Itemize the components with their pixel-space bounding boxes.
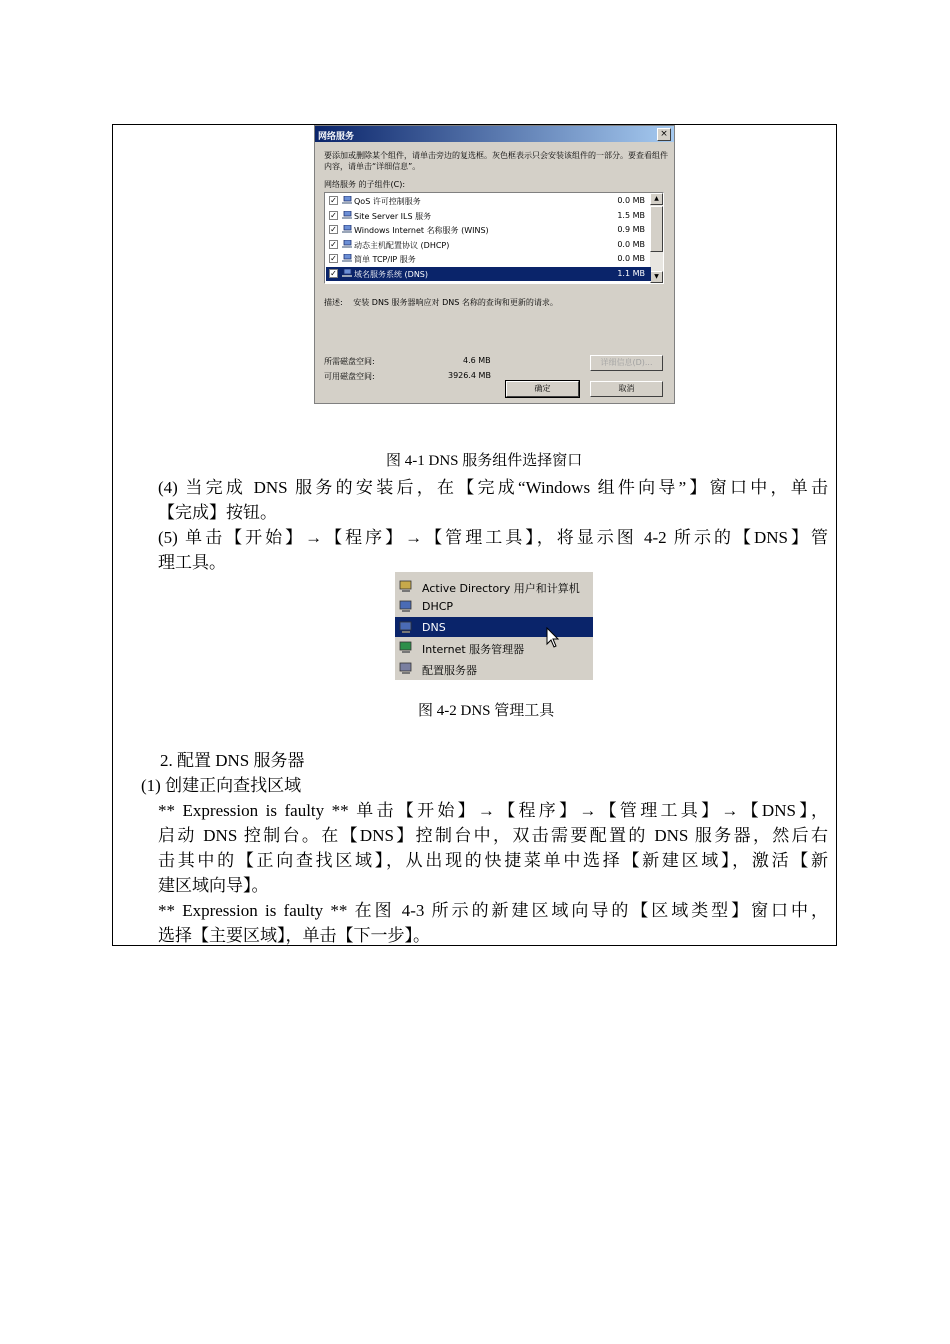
checkbox[interactable]: ✓ <box>330 225 337 235</box>
component-name: 动态主机配置协议 (DHCP) <box>354 240 450 250</box>
figure-caption-4-1: 图 4-1 DNS 服务组件选择窗口 <box>386 453 583 469</box>
description-label: 描述: <box>324 298 343 307</box>
step2-line1: ** Expression is faulty ** 在图 4-3 所示的新建区域向导的【区域类型】窗口中， <box>158 901 828 920</box>
scroll-down-icon[interactable]: ▼ <box>650 271 663 283</box>
subsection-heading: (1) 创建正向查找区域 <box>141 776 302 795</box>
component-name: Site Server ILS 服务 <box>354 211 432 221</box>
checkbox[interactable]: ✓ <box>330 269 337 278</box>
menu-item-label: DHCP <box>422 600 454 614</box>
network-component-icon <box>342 269 352 278</box>
menu-item-label: DNS <box>422 620 446 634</box>
step2-line2: 选择【主要区域】，单击【下一步】。 <box>158 926 430 945</box>
menu-item-label: Active Directory 用户和计算机 <box>422 582 580 595</box>
network-component-icon <box>342 254 352 263</box>
section-heading: 2. 配置 DNS 服务器 <box>160 751 305 770</box>
available-space-value: 3926.4 MB <box>448 371 491 380</box>
configure-server-icon <box>399 661 413 675</box>
ok-button[interactable]: 确定 <box>506 381 579 397</box>
component-size: 0.9 MB <box>617 225 645 235</box>
paragraph-4-line1: (4) 当完成 DNS 服务的安装后，在【完成“Windows 组件向导”】窗口中，单击 <box>158 478 828 497</box>
menu-item-label: Internet 服务管理器 <box>422 643 525 657</box>
checkbox[interactable]: ✓ <box>330 239 337 249</box>
component-row[interactable] <box>326 223 651 237</box>
menu-item[interactable] <box>395 596 593 616</box>
ad-users-icon <box>399 579 413 593</box>
component-name: QoS 许可控制服务 <box>354 197 421 206</box>
available-space-label: 可用磁盘空间: <box>324 372 375 381</box>
component-size: 0.0 MB <box>617 254 645 264</box>
component-row[interactable] <box>326 209 651 223</box>
network-component-icon <box>342 196 352 205</box>
dns-icon <box>399 620 413 634</box>
component-name: 简单 TCP/IP 服务 <box>354 255 416 265</box>
component-size: 0.0 MB <box>617 239 645 249</box>
components-list[interactable] <box>324 192 664 284</box>
step1-line3: 击其中的【正向查找区域】，从出现的快捷菜单中选择【新建区域】，激活【新 <box>158 851 828 870</box>
figure-caption-4-2: 图 4-2 DNS 管理工具 <box>418 703 555 719</box>
component-name: Windows Internet 名称服务 (WINS) <box>354 226 489 236</box>
checkbox[interactable]: ✓ <box>330 254 337 264</box>
network-component-icon <box>342 211 352 220</box>
step1-line4: 建区域向导】。 <box>158 876 269 895</box>
network-component-icon <box>342 240 352 249</box>
component-size: 1.5 MB <box>617 210 645 220</box>
checkbox[interactable]: ✓ <box>330 210 337 220</box>
component-size: 0.0 MB <box>617 196 645 205</box>
paragraph-5-line2: 理工具。 <box>158 553 226 572</box>
dhcp-icon <box>399 599 413 613</box>
iis-icon <box>399 640 413 654</box>
component-size: 1.1 MB <box>617 269 645 278</box>
paragraph-5-line1: (5) 单击【开始】→【程序】→【管理工具】，将显示图 4-2 所示的【DNS】管 <box>158 528 828 547</box>
scroll-up-icon[interactable]: ▲ <box>650 193 663 205</box>
network-services-dialog <box>314 125 675 404</box>
component-row[interactable] <box>326 252 651 266</box>
component-row[interactable] <box>326 238 651 252</box>
network-component-icon <box>342 225 352 234</box>
subcomponents-label: 网络服务 的子组件(C): <box>324 180 406 189</box>
mouse-cursor-icon <box>546 627 560 649</box>
component-row[interactable] <box>326 194 651 208</box>
component-row[interactable] <box>326 267 651 281</box>
list-scrollbar[interactable] <box>650 193 663 283</box>
description-text: 安装 DNS 服务器响应对 DNS 名称的查询和更新的请求。 <box>353 298 558 307</box>
menu-item[interactable] <box>395 637 593 657</box>
dialog-description: 要添加或删除某个组件，请单击旁边的复选框。灰色框表示只会安装该组件的一部分。要查看组件内容，请单击“详细信息”。 <box>324 151 668 171</box>
close-icon[interactable]: × <box>657 128 671 141</box>
checkbox[interactable]: ✓ <box>330 196 337 205</box>
component-name: 域名服务系统 (DNS) <box>354 270 429 279</box>
menu-item[interactable] <box>395 658 593 678</box>
paragraph-4-line2: 【完成】按钮。 <box>158 503 277 522</box>
step1-line1: ** Expression is faulty ** 单击【开始】→【程序】→【管理工具】→【DNS】， <box>158 801 828 820</box>
dialog-title: 网络服务 <box>318 132 355 142</box>
dialog-title-bar <box>315 126 674 142</box>
admin-tools-menu <box>395 572 593 680</box>
required-space-label: 所需磁盘空间: <box>324 357 375 366</box>
component-description <box>324 297 558 308</box>
step1-line2: 启动 DNS 控制台。在【DNS】控制台中，双击需要配置的 DNS 服务器，然后右 <box>158 826 828 845</box>
scroll-thumb[interactable] <box>650 206 663 252</box>
menu-item[interactable] <box>395 576 593 596</box>
required-space-value: 4.6 MB <box>463 356 491 365</box>
details-button[interactable]: 详细信息(D)... <box>590 355 663 371</box>
menu-item[interactable] <box>395 617 593 637</box>
menu-item-label: 配置服务器 <box>422 663 477 677</box>
cancel-button[interactable]: 取消 <box>590 381 663 397</box>
